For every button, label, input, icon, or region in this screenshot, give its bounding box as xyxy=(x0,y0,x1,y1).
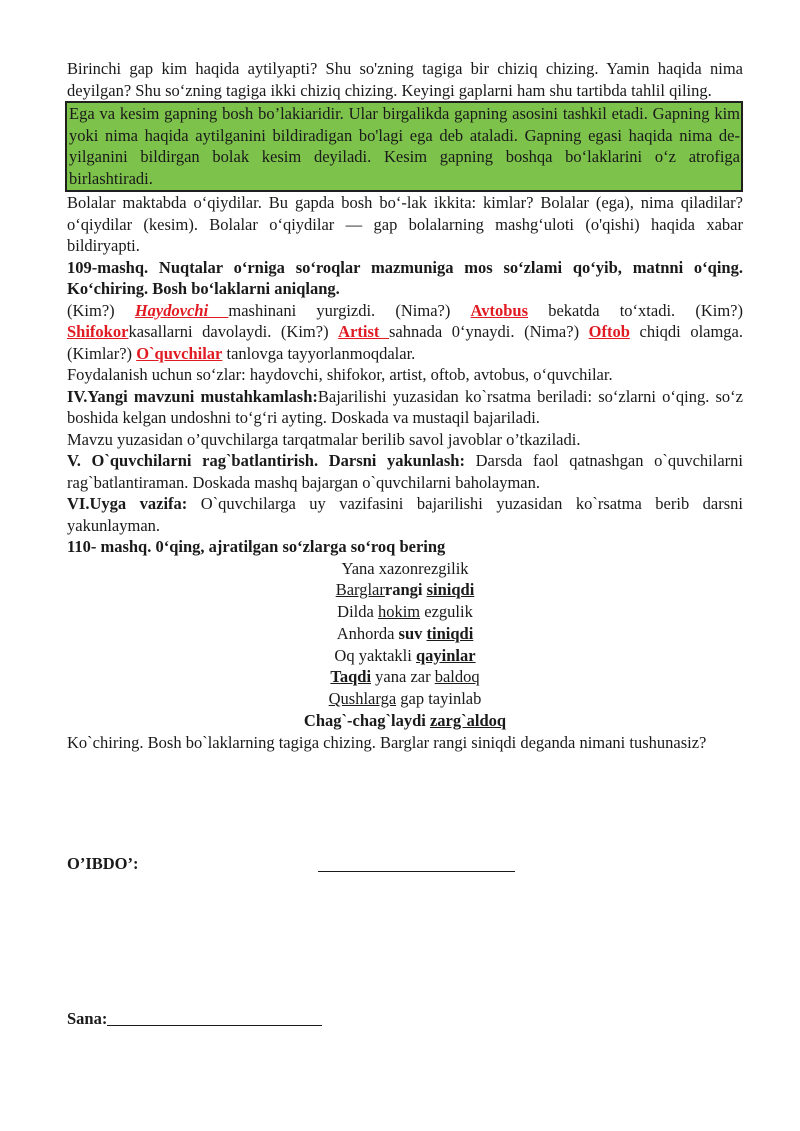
poem-word-bold: Chag`-chag`laydi xyxy=(303,711,430,731)
answer-word: Oftob xyxy=(588,322,630,341)
poem-text: ezgulik xyxy=(420,602,473,622)
poem-line xyxy=(67,558,743,580)
sentence-text: mashinani yurgizdi. (Nima?) xyxy=(228,300,471,320)
date-label: Sana: xyxy=(67,1009,108,1028)
poem-word-bold-underlined: Taqdi xyxy=(330,667,372,687)
poem-word-underlined: Qushlarga xyxy=(328,689,397,709)
helper-words: Foydalanish uchun so‘zlar: haydovchi, shifokor, artist, oftob, avtobus, o‘quvchilar. xyxy=(67,365,613,384)
poem-text: Anhorda xyxy=(336,623,399,643)
rule-box xyxy=(65,101,743,192)
date-row xyxy=(67,1008,322,1030)
exercise-109-text xyxy=(67,300,743,365)
poem-word-bold-underlined: qayinlar xyxy=(415,645,476,665)
section-6-title: VI.Uyga vazifa: xyxy=(67,494,188,513)
example-paragraph: Bolalar maktabda o‘qiydilar. Bu gapda bosh bo‘-lak ikkita: kimlar? Bolalar (ega), nima qiladilar? o‘qiydilar (kesim). Bolalar o‘qiydilar — gap bolalarning mashg‘uloti (o'qishi) haqida xabar bildiryapti. xyxy=(67,193,743,255)
rule-text: Ega va kesim gapning bosh bo’lakiaridir. Ular birgalikda gapning asosini tashkil etadi. Gapning kim yoki nima haqida aytilganini bildiradigan bo'lagi ega deb ataladi. Gapning egasi haqida nima de-yilganini bildirgan bolak kesim deyiladi. Kesim gapning boshqa bo‘laklarini o‘z atrofiga birlashtiradi. xyxy=(69,104,740,188)
sentence-text: chiqdi olamga. (Kimlar?) xyxy=(67,322,744,363)
section-4-text: Bajarilishi yuzasidan ko`rsatma beriladi: so‘zlarni o‘qing. so‘z boshida kelgan undoshni to‘g‘ri ayting. Doskada va mustaqil bajariladi. xyxy=(67,386,743,427)
section-4 xyxy=(67,386,743,429)
exercise-110-heading: 110- mashq. 0‘qing, ajratilgan so‘zlarga so‘roq bering xyxy=(67,537,446,556)
sentence-text: kasallarni davolaydi. (Kim?) xyxy=(128,322,339,341)
sentence-text: bekatda to‘xtadi. (Kim?) xyxy=(528,300,743,320)
poem-line xyxy=(67,623,743,645)
document-body xyxy=(67,58,743,753)
signature-row xyxy=(67,853,139,875)
poem-line xyxy=(67,645,743,667)
poem-text: yana zar xyxy=(371,667,435,687)
sentence-text: tanlovga tayyorlanmoqdalar. xyxy=(222,343,416,363)
poem-word-bold-underlined: tiniqdi xyxy=(426,623,474,643)
signature-line xyxy=(318,849,515,872)
answer-word: Shifokor xyxy=(67,322,129,341)
poem-line xyxy=(67,688,743,710)
answer-word: Avtobus xyxy=(470,300,529,320)
signature-label: O’IBDO’: xyxy=(67,854,139,873)
intro-paragraph: Birinchi gap kim haqida aytilyapti? Shu so'zning tagiga bir chiziq chizing. Yamin haqida nima deyilgan? Shu so‘zning tagiga ikki chiziq chizing. Keyingi gaplarni ham shu tartibda tahlil qiling. xyxy=(67,59,743,100)
poem-text: gap tayinlab xyxy=(396,689,482,709)
section-5-title: V. O`quvchilarni rag`batlantirish. Darsni yakunlash: xyxy=(67,451,465,470)
poem-line xyxy=(67,579,743,601)
answer-word: Haydovchi xyxy=(134,300,229,320)
section-5 xyxy=(67,450,743,493)
poem-word-bold: rangi xyxy=(384,580,423,600)
sentence-text: sahnada 0‘ynaydi. (Nima?) xyxy=(389,322,589,341)
question-text: (Kim?) xyxy=(67,300,135,320)
poem-line xyxy=(67,601,743,623)
date-line xyxy=(107,1008,322,1026)
section-6-text: O`quvchilarga uy vazifasini bajarilishi yuzasidan ko`rsatma berib darsni yakunlayman. xyxy=(67,494,744,535)
poem-line xyxy=(67,710,743,732)
section-4-title: IV.Yangi mavzuni mustahkamlash: xyxy=(67,386,318,406)
section-6 xyxy=(67,493,743,536)
poem-word-bold-underlined: zarg`aldoq xyxy=(429,711,507,731)
poem xyxy=(67,558,743,732)
section-4-extra: Mavzu yuzasidan o’quvchilarga tarqatmalar berilib savol javoblar o’tkaziladi. xyxy=(67,429,581,449)
answer-word: Artist xyxy=(338,322,389,341)
poem-word-underlined: hokim xyxy=(377,602,421,622)
poem-text: Oq yaktakli xyxy=(334,645,416,665)
exercise-110-task: Ko`chiring. Bosh bo`laklarning tagiga chizing. Barglar rangi siniqdi deganda nimani tushunasiz? xyxy=(67,732,707,752)
poem-word-bold-underlined: siniqdi xyxy=(426,580,475,600)
poem-word-underlined: baldoq xyxy=(434,667,480,687)
exercise-109-heading: 109-mashq. Nuqtalar o‘rniga so‘roqlar mazmuniga mos so‘zlami qo‘yib, matnni o‘qing. Ko‘chiring. Bosh bo‘laklarni aniqlang. xyxy=(67,257,743,298)
poem-word-bold: suv xyxy=(398,623,423,643)
poem-line xyxy=(67,666,743,688)
poem-word-underlined: Barglar xyxy=(335,580,385,600)
poem-text: Yana xazonrezgilik xyxy=(341,558,469,578)
answer-word: O`quvchilar xyxy=(136,343,223,363)
section-5-text: Darsda faol qatnashgan o`quvchilarni rag`batlantiraman. Doskada mashq bajargan o`quvchilarni baholayman. xyxy=(67,451,743,492)
poem-text: Dilda xyxy=(337,602,378,622)
